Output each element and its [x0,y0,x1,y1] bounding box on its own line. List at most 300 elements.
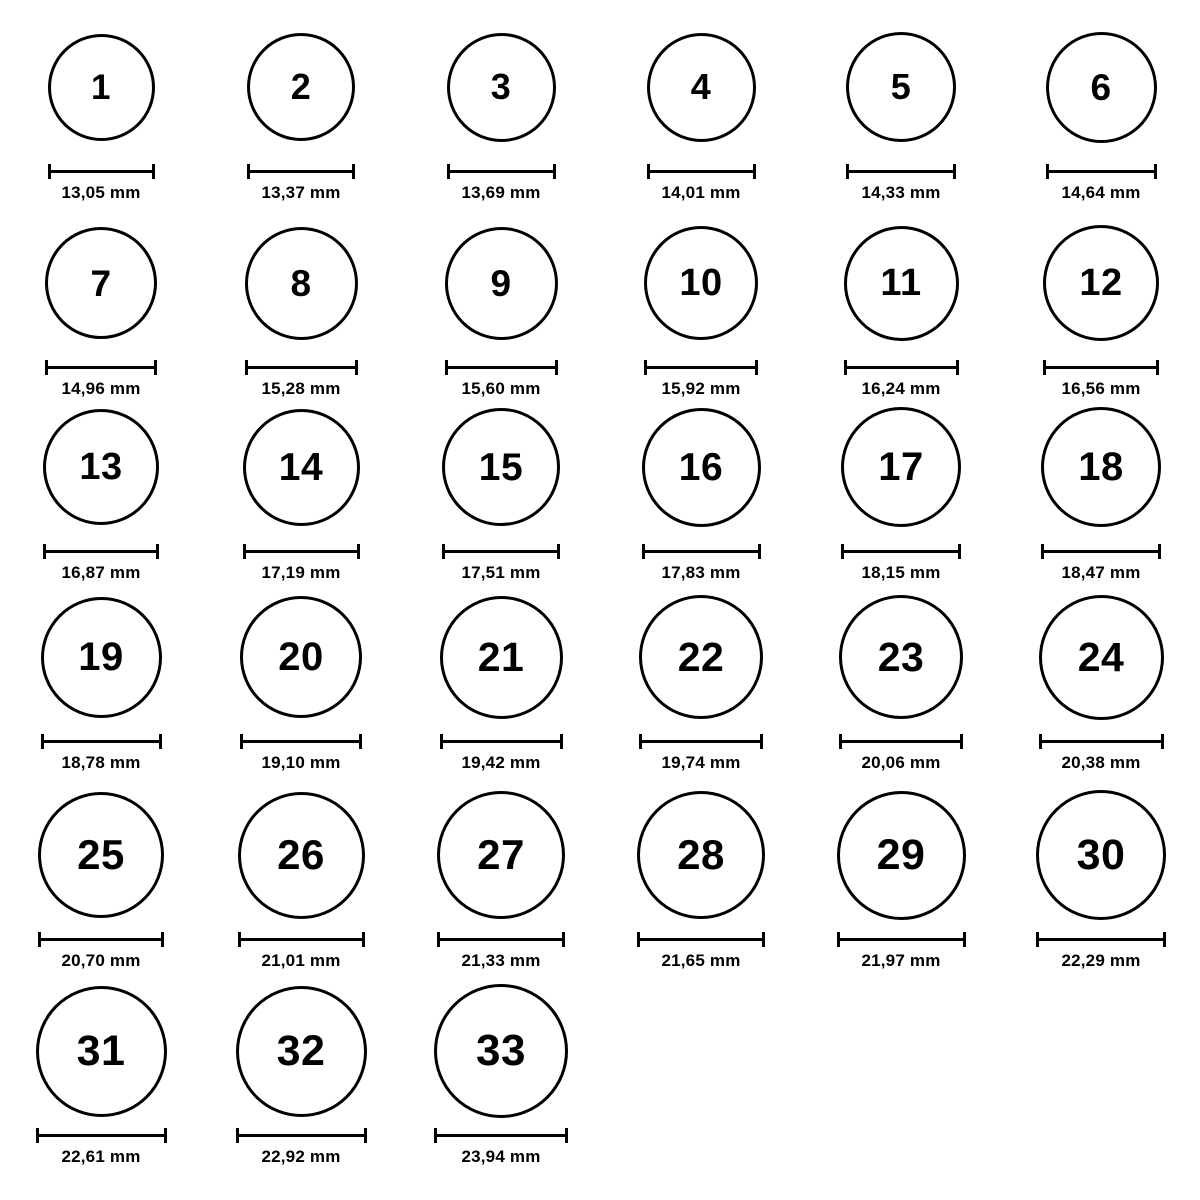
ring-size-number: 1 [91,67,111,107]
measure-line [41,740,162,743]
ring-circle-icon [1039,595,1164,720]
measure-tick-left [839,734,842,749]
measure-line [1046,170,1157,173]
measure-tick-left [43,544,46,559]
measure-tick-left [445,360,448,375]
ring-circle-wrap [1041,398,1161,536]
diameter-measure-bar-icon [43,544,159,558]
measure-tick-left [440,734,443,749]
measure-tick-right [1154,164,1157,179]
measure-line [243,550,360,553]
ring-size-number: 20 [278,635,324,679]
ring-circle-icon [45,227,157,339]
ring-circle-wrap [243,398,360,536]
ring-size-number: 16 [678,445,724,489]
measure-tick-right [758,544,761,559]
ring-circle-icon [647,33,756,142]
ring-circle-wrap [1039,588,1164,726]
diameter-measure-bar-icon [841,544,961,558]
ring-size-cell[interactable] [1006,18,1196,203]
ring-size-cell[interactable] [406,18,596,203]
measure-tick-right [958,544,961,559]
measure-tick-left [434,1128,437,1143]
diameter-measure-bar-icon [844,360,959,374]
ring-circle-icon [1043,225,1159,341]
ring-size-number: 4 [690,66,712,107]
diameter-label: 22,61 mm [61,1147,141,1166]
ring-circle-icon [1041,407,1161,527]
diameter-measure-bar-icon [238,932,365,946]
measure-tick-left [846,164,849,179]
measure-line [846,170,956,173]
ring-circle-icon [437,791,565,919]
measure-tick-right [762,932,765,947]
ring-circle-wrap [1046,18,1157,156]
diameter-measure-bar-icon [240,734,362,748]
measure-line [637,938,765,941]
measure-line [36,1134,167,1137]
ring-circle-icon [1036,790,1166,920]
diameter-measure-bar-icon [1046,164,1157,178]
diameter-measure-bar-icon [1043,360,1159,374]
diameter-label: 18,47 mm [1061,563,1141,582]
ring-circle-wrap [437,786,565,924]
diameter-label: 23,94 mm [461,1147,541,1166]
measure-line [38,938,164,941]
ring-row [0,588,1200,786]
diameter-measure-bar-icon [647,164,756,178]
ring-size-cell[interactable] [606,18,796,203]
ring-size-number: 26 [277,831,325,878]
measure-tick-left [637,932,640,947]
ring-size-number: 28 [677,831,725,878]
diameter-label: 20,70 mm [61,951,141,970]
diameter-label: 20,38 mm [1061,753,1141,772]
diameter-measure-bar-icon [1036,932,1166,946]
measure-tick-right [956,360,959,375]
measure-line [434,1134,568,1137]
ring-circle-icon [238,792,365,919]
ring-size-number: 31 [76,1026,126,1075]
measure-line [245,366,358,369]
ring-circle-icon [240,596,362,718]
ring-size-number: 33 [476,1026,526,1075]
ring-circle-icon [48,34,155,141]
diameter-measure-bar-icon [247,164,355,178]
ring-row [0,398,1200,588]
measure-tick-right [960,734,963,749]
ring-circle-wrap [440,588,563,726]
diameter-measure-bar-icon [837,932,966,946]
ring-circle-icon [243,409,360,526]
ring-size-cell[interactable] [6,588,196,773]
ring-size-number: 3 [490,66,512,107]
ring-circle-icon [236,986,367,1117]
ring-row [0,786,1200,982]
ring-circle-icon [639,595,763,719]
diameter-label: 13,05 mm [61,183,141,202]
ring-circle-wrap [447,18,556,156]
ring-size-number: 6 [1090,66,1112,108]
measure-line [45,366,157,369]
ring-size-cell[interactable] [206,214,396,399]
ring-circle-wrap [247,18,355,156]
measure-tick-right [1158,544,1161,559]
measure-line [1041,550,1161,553]
measure-tick-right [355,360,358,375]
ring-size-number: 15 [478,445,524,489]
measure-tick-left [837,932,840,947]
measure-line [240,740,362,743]
ring-size-cell[interactable] [606,214,796,399]
ring-circle-wrap [434,982,568,1120]
measure-tick-right [953,164,956,179]
diameter-measure-bar-icon [442,544,560,558]
diameter-measure-bar-icon [236,1128,367,1142]
measure-line [247,170,355,173]
diameter-measure-bar-icon [839,734,963,748]
diameter-measure-bar-icon [245,360,358,374]
ring-size-cell[interactable] [406,982,596,1167]
measure-tick-left [447,164,450,179]
measure-tick-left [1039,734,1042,749]
ring-circle-wrap [45,214,157,352]
ring-circle-icon [245,227,358,340]
ring-circle-icon [1046,32,1157,143]
diameter-label: 22,29 mm [1061,951,1141,970]
ring-circle-wrap [846,18,956,156]
measure-tick-left [639,734,642,749]
diameter-label: 19,74 mm [661,753,741,772]
ring-size-cell[interactable] [1006,214,1196,399]
ring-circle-wrap [837,786,966,924]
measure-line [43,550,159,553]
diameter-label: 21,33 mm [461,951,541,970]
measure-line [238,938,365,941]
diameter-label: 21,65 mm [661,951,741,970]
ring-circle-icon [846,32,956,142]
measure-tick-left [1036,932,1039,947]
ring-size-number: 9 [490,262,512,304]
ring-circle-icon [43,409,159,525]
diameter-label: 17,83 mm [661,563,741,582]
ring-size-cell[interactable] [206,588,396,773]
measure-line [1043,366,1159,369]
ring-circle-wrap [236,982,367,1120]
ring-size-number: 2 [290,66,312,107]
diameter-label: 15,60 mm [461,379,541,398]
ring-size-cell[interactable] [406,588,596,773]
measure-tick-left [245,360,248,375]
ring-size-number: 13 [79,446,123,488]
measure-tick-right [352,164,355,179]
ring-size-number: 12 [1079,262,1123,304]
ring-size-cell[interactable] [606,398,796,583]
ring-size-cell[interactable] [6,398,196,583]
diameter-measure-bar-icon [440,734,563,748]
ring-size-cell[interactable] [806,588,996,773]
diameter-measure-bar-icon [41,734,162,748]
measure-tick-right [562,932,565,947]
ring-circle-icon [447,33,556,142]
ring-circle-wrap [36,982,167,1120]
ring-size-cell[interactable] [206,982,396,1167]
measure-tick-left [841,544,844,559]
ring-row [0,982,1200,1166]
diameter-measure-bar-icon [637,932,765,946]
ring-size-number: 18 [1078,445,1124,489]
measure-line [1039,740,1164,743]
diameter-measure-bar-icon [437,932,565,946]
measure-line [839,740,963,743]
measure-tick-right [362,932,365,947]
ring-size-cell[interactable] [6,786,196,971]
diameter-measure-bar-icon [36,1128,167,1142]
measure-tick-left [642,544,645,559]
measure-tick-right [753,164,756,179]
measure-tick-left [38,932,41,947]
ring-circle-wrap [644,214,758,352]
measure-tick-left [442,544,445,559]
measure-line [447,170,556,173]
ring-size-cell[interactable] [6,214,196,399]
diameter-label: 16,87 mm [61,563,141,582]
measure-tick-right [359,734,362,749]
ring-circle-wrap [839,588,963,726]
measure-tick-left [45,360,48,375]
measure-line [1036,938,1166,941]
measure-line [639,740,763,743]
diameter-measure-bar-icon [38,932,164,946]
ring-size-number: 7 [90,262,112,304]
ring-circle-icon [637,791,765,919]
measure-line [837,938,966,941]
diameter-measure-bar-icon [445,360,558,374]
measure-tick-right [760,734,763,749]
measure-tick-right [560,734,563,749]
ring-size-cell[interactable] [1006,786,1196,971]
ring-row [0,18,1200,214]
ring-size-cell[interactable] [206,18,396,203]
measure-line [236,1134,367,1137]
ring-size-number: 27 [477,831,525,878]
diameter-measure-bar-icon [434,1128,568,1142]
ring-circle-wrap [38,786,164,924]
measure-tick-left [644,360,647,375]
measure-tick-left [36,1128,39,1143]
ring-size-number: 25 [77,831,125,878]
ring-circle-wrap [1043,214,1159,352]
diameter-label: 15,92 mm [661,379,741,398]
ring-size-number: 29 [876,830,926,879]
ring-size-number: 5 [890,66,912,107]
ring-row [0,214,1200,398]
measure-tick-right [555,360,558,375]
ring-circle-icon [839,595,963,719]
measure-tick-right [164,1128,167,1143]
measure-tick-right [553,164,556,179]
ring-circle-icon [841,407,961,527]
diameter-label: 20,06 mm [861,753,941,772]
ring-circle-wrap [48,18,155,156]
ring-size-number: 8 [290,262,312,304]
measure-tick-left [1041,544,1044,559]
ring-circle-wrap [1036,786,1166,924]
measure-tick-right [161,932,164,947]
ring-size-cell[interactable] [206,398,396,583]
ring-circle-wrap [844,214,959,352]
diameter-label: 13,37 mm [261,183,341,202]
ring-circle-icon [247,33,355,141]
diameter-measure-bar-icon [846,164,956,178]
ring-size-cell[interactable] [606,786,796,971]
measure-line [841,550,961,553]
measure-tick-left [240,734,243,749]
ring-size-number: 30 [1076,830,1126,879]
measure-tick-left [1043,360,1046,375]
measure-tick-right [154,360,157,375]
diameter-measure-bar-icon [639,734,763,748]
diameter-label: 17,19 mm [261,563,341,582]
diameter-label: 18,78 mm [61,753,141,772]
ring-size-number: 14 [278,445,324,489]
ring-size-cell[interactable] [806,786,996,971]
measure-tick-left [1046,164,1049,179]
ring-circle-wrap [245,214,358,352]
measure-tick-left [41,734,44,749]
ring-size-number: 22 [677,633,725,680]
measure-tick-right [1163,932,1166,947]
measure-tick-left [48,164,51,179]
ring-size-number: 11 [880,262,922,304]
ring-size-cell[interactable] [406,786,596,971]
ring-circle-icon [36,986,167,1117]
diameter-label: 19,42 mm [461,753,541,772]
ring-size-cell[interactable] [1006,398,1196,583]
diameter-label: 13,69 mm [461,183,541,202]
ring-circle-icon [644,226,758,340]
ring-size-number: 19 [78,635,124,679]
measure-line [48,170,155,173]
ring-size-cell[interactable] [6,18,196,203]
measure-line [437,938,565,941]
measure-tick-right [1161,734,1164,749]
measure-tick-right [364,1128,367,1143]
diameter-label: 15,28 mm [261,379,341,398]
ring-circle-wrap [639,588,763,726]
diameter-label: 16,56 mm [1061,379,1141,398]
ring-circle-wrap [43,398,159,536]
ring-size-cell[interactable] [6,982,196,1167]
ring-circle-icon [642,408,761,527]
diameter-label: 21,97 mm [861,951,941,970]
measure-tick-right [156,544,159,559]
measure-tick-right [357,544,360,559]
diameter-measure-bar-icon [1039,734,1164,748]
ring-size-cell[interactable] [406,214,596,399]
ring-size-cell[interactable] [806,398,996,583]
diameter-measure-bar-icon [642,544,761,558]
ring-circle-wrap [647,18,756,156]
measure-line [642,550,761,553]
ring-circle-wrap [642,398,761,536]
ring-size-cell[interactable] [606,588,796,773]
measure-tick-right [152,164,155,179]
ring-size-number: 23 [877,633,925,680]
ring-size-number: 17 [878,445,924,489]
measure-tick-left [243,544,246,559]
ring-circle-wrap [238,786,365,924]
ring-size-cell[interactable] [1006,588,1196,773]
ring-size-cell[interactable] [806,18,996,203]
ring-circle-icon [445,227,558,340]
ring-circle-wrap [442,398,560,536]
measure-tick-left [236,1128,239,1143]
ring-circle-icon [434,984,568,1118]
diameter-label: 14,01 mm [661,183,741,202]
ring-circle-wrap [41,588,162,726]
diameter-label: 21,01 mm [261,951,341,970]
ring-size-cell[interactable] [406,398,596,583]
measure-tick-left [647,164,650,179]
measure-tick-left [844,360,847,375]
diameter-measure-bar-icon [48,164,155,178]
ring-circle-icon [440,596,563,719]
ring-size-cell[interactable] [206,786,396,971]
diameter-measure-bar-icon [1041,544,1161,558]
measure-tick-right [565,1128,568,1143]
ring-circle-icon [837,791,966,920]
diameter-label: 19,10 mm [261,753,341,772]
diameter-label: 14,96 mm [61,379,141,398]
measure-tick-right [557,544,560,559]
diameter-measure-bar-icon [644,360,758,374]
diameter-label: 14,64 mm [1061,183,1141,202]
measure-tick-right [963,932,966,947]
ring-size-number: 24 [1077,633,1125,680]
measure-line [844,366,959,369]
diameter-label: 22,92 mm [261,1147,341,1166]
diameter-label: 16,24 mm [861,379,941,398]
diameter-label: 17,51 mm [461,563,541,582]
ring-circle-icon [442,408,560,526]
measure-line [445,366,558,369]
ring-size-number: 21 [477,633,525,680]
ring-circle-wrap [637,786,765,924]
diameter-label: 18,15 mm [861,563,941,582]
measure-line [440,740,563,743]
ring-circle-icon [38,792,164,918]
measure-line [647,170,756,173]
measure-tick-left [238,932,241,947]
ring-size-number: 32 [276,1026,326,1075]
ring-circle-wrap [841,398,961,536]
ring-circle-wrap [445,214,558,352]
measure-tick-left [437,932,440,947]
diameter-measure-bar-icon [447,164,556,178]
measure-tick-right [1156,360,1159,375]
measure-line [644,366,758,369]
diameter-measure-bar-icon [243,544,360,558]
ring-circle-icon [844,226,959,341]
diameter-label: 14,33 mm [861,183,941,202]
ring-size-cell[interactable] [806,214,996,399]
measure-tick-right [755,360,758,375]
ring-circle-icon [41,597,162,718]
ring-size-number: 10 [679,262,723,304]
diameter-measure-bar-icon [45,360,157,374]
measure-tick-right [159,734,162,749]
